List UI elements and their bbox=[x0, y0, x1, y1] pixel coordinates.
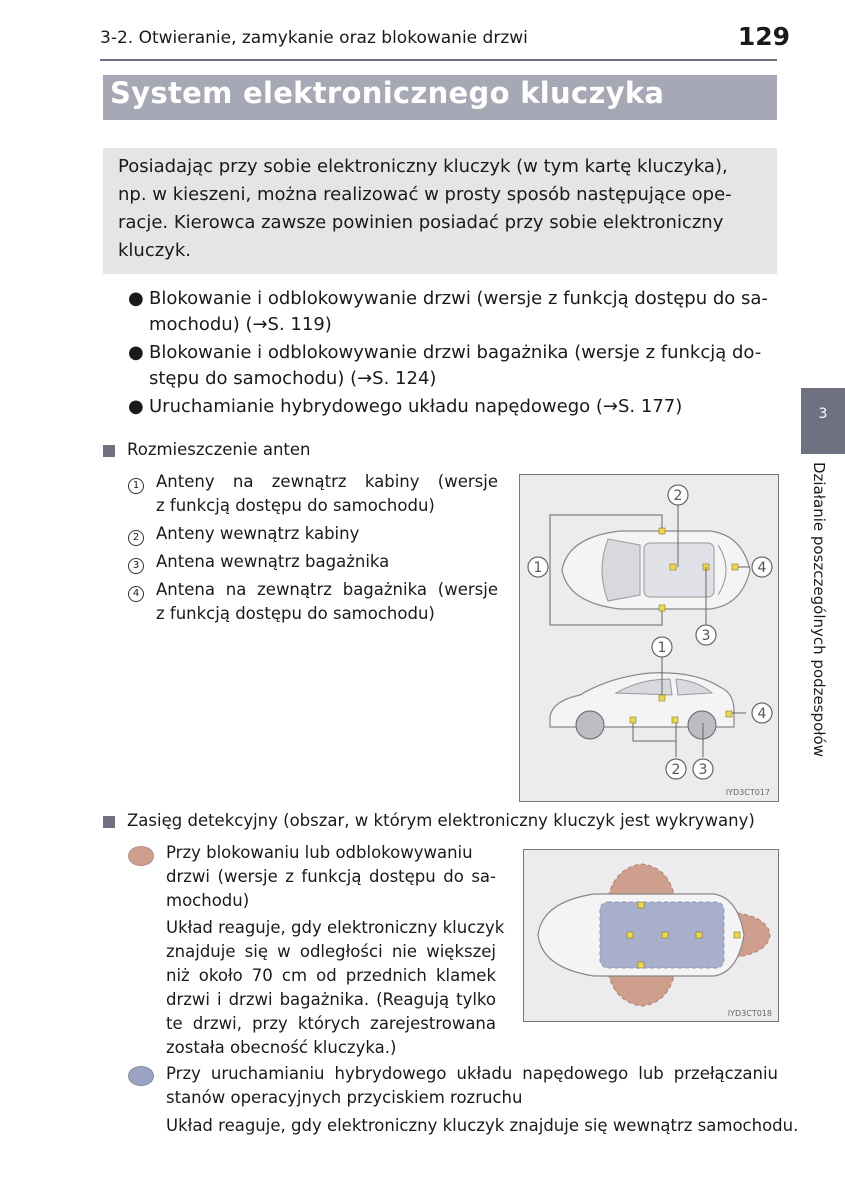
callout-number: 2 bbox=[673, 488, 683, 504]
bullet-icon: ● bbox=[128, 288, 144, 309]
antenna-item-text: z funkcją dostępu do samochodu) bbox=[156, 496, 435, 515]
callout-group bbox=[528, 485, 772, 779]
antenna-item-text: Anteny wewnątrz kabiny bbox=[156, 524, 360, 543]
detection-item-text: Przy uruchamianiu hybrydowego układu napędowego lub przełączaniu bbox=[166, 1064, 778, 1083]
section-heading-detection: Zasięg detekcyjny (obszar, w którym elektroniczny kluczyk jest wykrywany) bbox=[127, 811, 755, 830]
callout-number: 2 bbox=[671, 762, 681, 778]
bullet-icon: ● bbox=[128, 342, 144, 363]
running-header: 3-2. Otwieranie, zamykanie oraz blokowanie drzwi bbox=[100, 28, 528, 48]
bullet-text: Uruchamianie hybrydowego układu napędowego (→S. 177) bbox=[149, 396, 683, 417]
circled-number: 3 bbox=[128, 558, 144, 574]
circled-number: 2 bbox=[128, 530, 144, 546]
callout-number: 4 bbox=[757, 560, 767, 576]
callout-number: 1 bbox=[657, 640, 667, 656]
antenna-item-2 bbox=[128, 525, 144, 546]
antenna-item-4 bbox=[128, 581, 144, 602]
car-side-view-icon bbox=[550, 673, 734, 739]
bullet-text: Blokowanie i odblokowywanie drzwi (wersje z funkcją dostępu do sa- bbox=[149, 288, 768, 309]
detection-range-diagram bbox=[523, 849, 779, 1022]
detection-desc: Układ reaguje, gdy elektroniczny kluczyk znajduje się wewnątrz samochodu. bbox=[166, 1116, 799, 1135]
page-number: 129 bbox=[737, 22, 790, 51]
page-title: System elektronicznego kluczyka bbox=[110, 76, 665, 110]
section-marker-icon bbox=[103, 816, 115, 828]
intro-line: np. w kieszeni, można realizować w prosty sposób następujące ope- bbox=[118, 184, 732, 205]
chapter-number: 3 bbox=[818, 406, 828, 422]
figure-code: IYD3CT017 bbox=[725, 788, 770, 797]
antenna-item-text: Antena wewnątrz bagażnika bbox=[156, 552, 390, 571]
callout-number: 4 bbox=[757, 706, 767, 722]
detection-desc: te drzwi, przy których zarejestrowana bbox=[166, 1014, 496, 1033]
interior-zone-legend-icon bbox=[128, 1066, 154, 1086]
antenna-item-text: z funkcją dostępu do samochodu) bbox=[156, 604, 435, 623]
detection-item-text: drzwi (wersje z funkcją dostępu do sa- bbox=[166, 867, 496, 886]
section-heading-antennas: Rozmieszczenie anten bbox=[127, 440, 311, 459]
detection-item-text: Przy blokowaniu lub odblokowywaniu bbox=[166, 843, 473, 862]
detection-desc: została obecność kluczyka.) bbox=[166, 1038, 397, 1057]
detection-desc: drzwi i drzwi bagażnika. (Reagują tylko bbox=[166, 990, 496, 1009]
section-marker-icon bbox=[103, 445, 115, 457]
header-rule bbox=[100, 59, 777, 61]
antenna-item-text: Antena na zewnątrz bagażnika (wersje bbox=[156, 580, 498, 599]
antenna-diagram-svg bbox=[520, 475, 778, 801]
intro-line: kluczyk. bbox=[118, 240, 191, 261]
bullet-text: stępu do samochodu) (→S. 124) bbox=[149, 368, 437, 389]
antenna-diagram bbox=[519, 474, 779, 802]
callout-number: 3 bbox=[701, 628, 711, 644]
detection-desc: znajduje się w odległości nie większej bbox=[166, 942, 496, 961]
antenna-item-3 bbox=[128, 553, 144, 574]
bullet-text: Blokowanie i odblokowywanie drzwi bagażnika (wersje z funkcją do- bbox=[149, 342, 762, 363]
figure-code: IYD3CT018 bbox=[727, 1009, 772, 1018]
callout-number: 1 bbox=[533, 560, 543, 576]
detection-range-svg bbox=[524, 850, 778, 1021]
detection-desc: niż około 70 cm od przednich klamek bbox=[166, 966, 496, 985]
intro-line: Posiadając przy sobie elektroniczny kluczyk (w tym kartę kluczyka), bbox=[118, 156, 728, 177]
chapter-label: Działanie poszczególnych podzespołów bbox=[810, 462, 828, 757]
detection-item-text: stanów operacyjnych przyciskiem rozruchu bbox=[166, 1088, 523, 1107]
antenna-item-text: Anteny na zewnątrz kabiny (wersje bbox=[156, 472, 498, 491]
circled-number: 1 bbox=[128, 478, 144, 494]
detection-desc: Układ reaguje, gdy elektroniczny kluczyk bbox=[166, 918, 505, 937]
intro-line: racje. Kierowca zawsze powinien posiadać przy sobie elektroniczny bbox=[118, 212, 724, 233]
bullet-text: mochodu) (→S. 119) bbox=[149, 314, 332, 335]
detection-item-text: mochodu) bbox=[166, 891, 250, 910]
bullet-icon: ● bbox=[128, 396, 144, 417]
circled-number: 4 bbox=[128, 586, 144, 602]
antenna-item-1 bbox=[128, 473, 144, 494]
car-top-view-icon bbox=[562, 531, 750, 609]
callout-number: 3 bbox=[698, 762, 708, 778]
exterior-zone-legend-icon bbox=[128, 846, 154, 866]
